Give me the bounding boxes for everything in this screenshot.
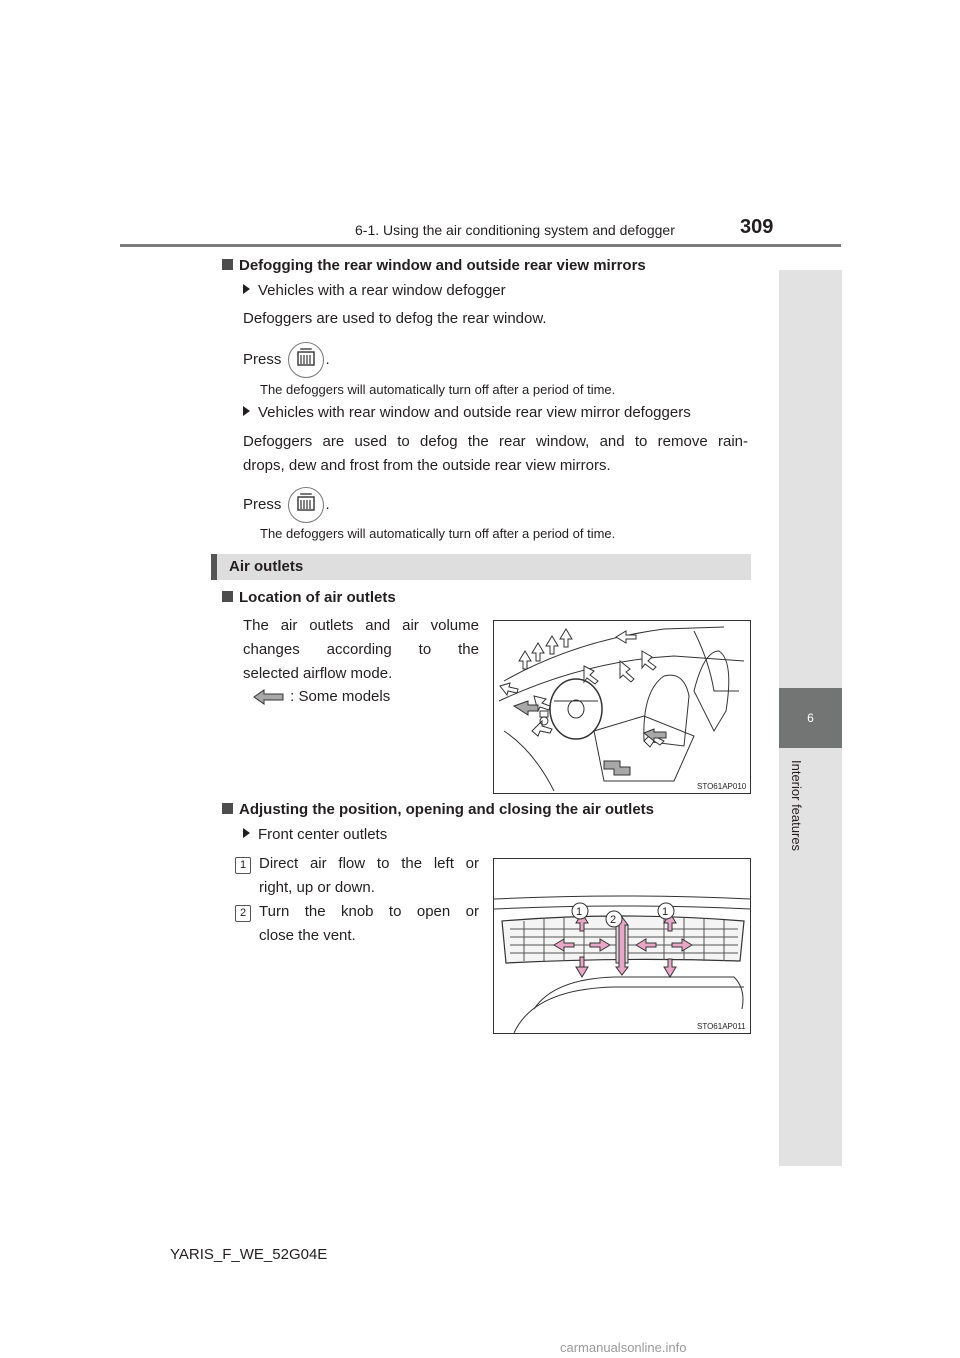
square-bullet-icon [222,591,233,602]
location-text-line1: The air outlets and air volume [243,617,479,634]
item1-line2: right, up or down. [259,879,375,896]
square-bullet-icon [222,803,233,814]
section-title: 6-1. Using the air conditioning system and defogger [355,222,675,238]
callout-2: 2 [610,914,617,926]
item2-line2: close the vent. [259,927,356,944]
variant1-note: The defoggers will automatically turn off after a period of time. [260,382,616,397]
variant1-text: Defoggers are used to defog the rear window. [243,310,547,327]
item1-line1: Direct air flow to the left or [259,855,479,872]
triangle-bullet-icon [243,284,250,294]
chapter-tab[interactable]: 6 [779,688,842,748]
document-code: YARIS_F_WE_52G04E [170,1246,328,1263]
location-heading: Location of air outlets [222,589,396,606]
variant1-press: Press . [243,342,330,378]
watermark: carmanualsonline.info [560,1340,687,1355]
figure1-code: STO61AP010 [697,782,747,791]
center-vent-illustration [494,859,750,1033]
page-number: 309 [740,216,774,238]
mirror-defogger-button-icon[interactable] [288,487,324,523]
variant1-bullet: Vehicles with a rear window defogger [243,282,506,299]
dashboard-illustration [494,621,750,793]
variant2-text-line2: drops, dew and frost from the outside rear view mirrors. [243,457,611,474]
chapter-label: Interior features [789,760,804,852]
location-text-line3: selected airflow mode. [243,665,393,682]
variant2-press: Press . [243,487,330,523]
figure2-code: STO61AP011 [697,1022,746,1031]
item2-number: 2 [235,903,251,922]
callout-1-right: 1 [662,906,669,918]
front-center-outlets-figure [493,858,751,1034]
triangle-bullet-icon [243,828,250,838]
variant2-bullet: Vehicles with rear window and outside rear view mirror defoggers [243,404,691,421]
triangle-bullet-icon [243,406,250,416]
side-tab-top [779,270,842,688]
location-text-line2: changes according to the [243,641,479,658]
callout-1-left: 1 [576,906,583,918]
rear-defogger-button-icon[interactable] [288,342,324,378]
air-outlets-section-header: Air outlets [211,554,751,580]
square-bullet-icon [222,259,233,270]
air-outlet-location-figure [493,620,751,794]
item1-number: 1 [235,855,251,874]
some-models-legend: : Some models [252,685,390,709]
gray-arrow-icon [252,688,286,706]
item2-line1: Turn the knob to open or [259,903,479,920]
adjusting-heading: Adjusting the position, opening and closing the air outlets [222,801,654,818]
variant2-note: The defoggers will automatically turn off after a period of time. [260,526,616,541]
front-center-bullet: Front center outlets [243,826,387,843]
variant2-text-line1: Defoggers are used to defog the rear window, and to remove rain- [243,433,748,450]
defog-heading: Defogging the rear window and outside rear view mirrors [222,257,646,274]
header-rule [120,244,841,247]
